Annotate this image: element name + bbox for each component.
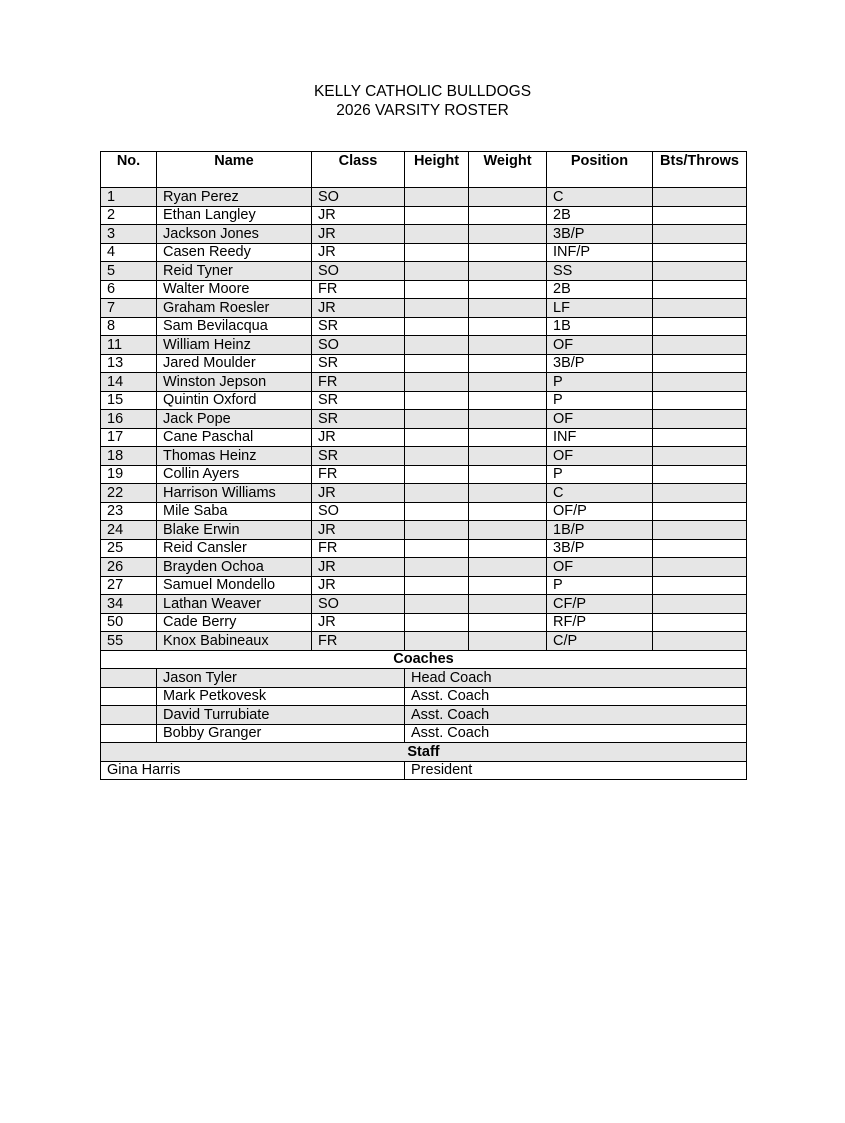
player-bts-throws xyxy=(653,447,747,466)
player-name: Brayden Ochoa xyxy=(157,558,312,577)
player-number: 34 xyxy=(101,595,157,614)
player-number: 13 xyxy=(101,354,157,373)
player-bts-throws xyxy=(653,576,747,595)
player-position: 1B/P xyxy=(547,521,653,540)
player-position: C/P xyxy=(547,632,653,651)
player-class: SO xyxy=(312,188,405,207)
player-height xyxy=(405,317,469,336)
player-position: P xyxy=(547,373,653,392)
player-row xyxy=(101,502,747,521)
player-name: Jared Moulder xyxy=(157,354,312,373)
player-weight xyxy=(469,206,547,225)
player-class: SR xyxy=(312,391,405,410)
player-number: 23 xyxy=(101,502,157,521)
player-number: 4 xyxy=(101,243,157,262)
player-weight xyxy=(469,632,547,651)
player-class: JR xyxy=(312,225,405,244)
player-height xyxy=(405,188,469,207)
player-class: SO xyxy=(312,262,405,281)
player-number: 5 xyxy=(101,262,157,281)
player-number: 55 xyxy=(101,632,157,651)
player-row xyxy=(101,521,747,540)
player-bts-throws xyxy=(653,243,747,262)
player-name: Jackson Jones xyxy=(157,225,312,244)
player-class: SO xyxy=(312,336,405,355)
player-name: Graham Roesler xyxy=(157,299,312,318)
player-row xyxy=(101,225,747,244)
player-class: SO xyxy=(312,502,405,521)
player-class: JR xyxy=(312,558,405,577)
player-number: 6 xyxy=(101,280,157,299)
col-header-no: No. xyxy=(101,152,157,188)
player-height xyxy=(405,243,469,262)
player-bts-throws xyxy=(653,188,747,207)
player-bts-throws xyxy=(653,632,747,651)
player-class: JR xyxy=(312,243,405,262)
coach-row xyxy=(101,687,747,706)
player-name: Winston Jepson xyxy=(157,373,312,392)
player-position: OF/P xyxy=(547,502,653,521)
player-height xyxy=(405,539,469,558)
player-height xyxy=(405,262,469,281)
coach-role: Asst. Coach xyxy=(405,687,747,706)
coach-name: David Turrubiate xyxy=(157,706,405,725)
player-position: CF/P xyxy=(547,595,653,614)
player-bts-throws xyxy=(653,558,747,577)
player-class: FR xyxy=(312,280,405,299)
player-weight xyxy=(469,336,547,355)
coach-name: Jason Tyler xyxy=(157,669,405,688)
player-weight xyxy=(469,299,547,318)
player-weight xyxy=(469,391,547,410)
player-bts-throws xyxy=(653,373,747,392)
player-number: 15 xyxy=(101,391,157,410)
player-bts-throws xyxy=(653,539,747,558)
roster-table xyxy=(100,151,747,780)
player-name: Collin Ayers xyxy=(157,465,312,484)
player-name: Lathan Weaver xyxy=(157,595,312,614)
coach-blank xyxy=(101,706,157,725)
player-position: 2B xyxy=(547,206,653,225)
player-height xyxy=(405,484,469,503)
player-class: FR xyxy=(312,632,405,651)
player-row xyxy=(101,391,747,410)
player-number: 7 xyxy=(101,299,157,318)
player-bts-throws xyxy=(653,484,747,503)
player-row xyxy=(101,632,747,651)
player-weight xyxy=(469,262,547,281)
player-position: OF xyxy=(547,447,653,466)
player-bts-throws xyxy=(653,410,747,429)
player-height xyxy=(405,391,469,410)
player-number: 8 xyxy=(101,317,157,336)
document-subtitle: 2026 VARSITY ROSTER xyxy=(336,102,509,119)
coach-blank xyxy=(101,669,157,688)
coach-role: Asst. Coach xyxy=(405,724,747,743)
player-name: Cane Paschal xyxy=(157,428,312,447)
player-bts-throws xyxy=(653,225,747,244)
player-number: 26 xyxy=(101,558,157,577)
player-name: Knox Babineaux xyxy=(157,632,312,651)
player-weight xyxy=(469,558,547,577)
coaches-heading: Coaches xyxy=(101,650,747,669)
player-weight xyxy=(469,373,547,392)
player-bts-throws xyxy=(653,428,747,447)
player-height xyxy=(405,206,469,225)
coach-blank xyxy=(101,687,157,706)
player-height xyxy=(405,613,469,632)
player-number: 17 xyxy=(101,428,157,447)
player-class: SR xyxy=(312,447,405,466)
player-height xyxy=(405,410,469,429)
player-weight xyxy=(469,280,547,299)
coach-name: Mark Petkovesk xyxy=(157,687,405,706)
player-number: 27 xyxy=(101,576,157,595)
player-bts-throws xyxy=(653,465,747,484)
col-header-bts-throws: Bts/Throws xyxy=(653,152,747,188)
player-weight xyxy=(469,484,547,503)
staff-heading-row xyxy=(101,743,747,762)
player-row xyxy=(101,576,747,595)
player-class: JR xyxy=(312,299,405,318)
player-row xyxy=(101,484,747,503)
player-class: SR xyxy=(312,354,405,373)
player-weight xyxy=(469,502,547,521)
player-bts-throws xyxy=(653,280,747,299)
player-height xyxy=(405,502,469,521)
player-row xyxy=(101,465,747,484)
player-bts-throws xyxy=(653,336,747,355)
player-name: Reid Cansler xyxy=(157,539,312,558)
player-row xyxy=(101,188,747,207)
player-position: P xyxy=(547,391,653,410)
player-weight xyxy=(469,410,547,429)
player-height xyxy=(405,225,469,244)
player-bts-throws xyxy=(653,317,747,336)
col-header-height: Height xyxy=(405,152,469,188)
player-weight xyxy=(469,225,547,244)
player-class: JR xyxy=(312,206,405,225)
player-class: JR xyxy=(312,613,405,632)
player-row xyxy=(101,595,747,614)
player-number: 1 xyxy=(101,188,157,207)
player-name: Reid Tyner xyxy=(157,262,312,281)
player-height xyxy=(405,465,469,484)
player-height xyxy=(405,299,469,318)
player-row xyxy=(101,428,747,447)
col-header-weight: Weight xyxy=(469,152,547,188)
player-weight xyxy=(469,447,547,466)
player-position: OF xyxy=(547,558,653,577)
player-row xyxy=(101,613,747,632)
player-name: Samuel Mondello xyxy=(157,576,312,595)
player-position: C xyxy=(547,484,653,503)
player-height xyxy=(405,373,469,392)
player-name: Blake Erwin xyxy=(157,521,312,540)
player-position: 3B/P xyxy=(547,539,653,558)
player-name: Cade Berry xyxy=(157,613,312,632)
header-row xyxy=(101,152,747,188)
player-name: Ethan Langley xyxy=(157,206,312,225)
player-bts-throws xyxy=(653,391,747,410)
player-row xyxy=(101,206,747,225)
player-position: SS xyxy=(547,262,653,281)
player-class: FR xyxy=(312,465,405,484)
player-row xyxy=(101,558,747,577)
player-bts-throws xyxy=(653,262,747,281)
player-row xyxy=(101,539,747,558)
coach-blank xyxy=(101,724,157,743)
player-class: FR xyxy=(312,539,405,558)
player-number: 11 xyxy=(101,336,157,355)
player-row xyxy=(101,354,747,373)
player-class: SR xyxy=(312,410,405,429)
staff-name: Gina Harris xyxy=(101,761,405,780)
player-number: 14 xyxy=(101,373,157,392)
player-weight xyxy=(469,595,547,614)
player-row xyxy=(101,317,747,336)
col-header-class: Class xyxy=(312,152,405,188)
player-height xyxy=(405,428,469,447)
player-number: 2 xyxy=(101,206,157,225)
player-name: Quintin Oxford xyxy=(157,391,312,410)
player-number: 19 xyxy=(101,465,157,484)
player-position: RF/P xyxy=(547,613,653,632)
player-height xyxy=(405,521,469,540)
player-bts-throws xyxy=(653,613,747,632)
player-row xyxy=(101,243,747,262)
player-number: 16 xyxy=(101,410,157,429)
player-weight xyxy=(469,428,547,447)
player-position: 2B xyxy=(547,280,653,299)
staff-role: President xyxy=(405,761,747,780)
player-position: OF xyxy=(547,410,653,429)
coach-role: Head Coach xyxy=(405,669,747,688)
player-weight xyxy=(469,317,547,336)
player-position: 3B/P xyxy=(547,225,653,244)
player-class: JR xyxy=(312,428,405,447)
player-position: C xyxy=(547,188,653,207)
player-weight xyxy=(469,465,547,484)
player-height xyxy=(405,595,469,614)
staff-row xyxy=(101,761,747,780)
player-row xyxy=(101,262,747,281)
coach-row xyxy=(101,724,747,743)
player-position: P xyxy=(547,465,653,484)
player-height xyxy=(405,632,469,651)
player-height xyxy=(405,336,469,355)
player-number: 50 xyxy=(101,613,157,632)
roster-body xyxy=(101,188,747,780)
player-weight xyxy=(469,539,547,558)
player-number: 22 xyxy=(101,484,157,503)
player-position: LF xyxy=(547,299,653,318)
player-name: Sam Bevilacqua xyxy=(157,317,312,336)
player-name: Harrison Williams xyxy=(157,484,312,503)
player-row xyxy=(101,299,747,318)
player-height xyxy=(405,447,469,466)
player-class: SR xyxy=(312,317,405,336)
staff-heading: Staff xyxy=(101,743,747,762)
player-position: 1B xyxy=(547,317,653,336)
player-class: JR xyxy=(312,521,405,540)
coach-name: Bobby Granger xyxy=(157,724,405,743)
player-height xyxy=(405,354,469,373)
player-name: Mile Saba xyxy=(157,502,312,521)
player-weight xyxy=(469,354,547,373)
player-height xyxy=(405,280,469,299)
player-row xyxy=(101,410,747,429)
player-weight xyxy=(469,613,547,632)
player-position: P xyxy=(547,576,653,595)
player-class: SO xyxy=(312,595,405,614)
player-name: Walter Moore xyxy=(157,280,312,299)
player-number: 25 xyxy=(101,539,157,558)
player-position: 3B/P xyxy=(547,354,653,373)
player-weight xyxy=(469,188,547,207)
player-height xyxy=(405,576,469,595)
player-number: 24 xyxy=(101,521,157,540)
col-header-name: Name xyxy=(157,152,312,188)
coach-row xyxy=(101,706,747,725)
player-bts-throws xyxy=(653,299,747,318)
document-title: KELLY CATHOLIC BULLDOGS xyxy=(313,83,532,100)
coaches-heading-row xyxy=(101,650,747,669)
player-name: William Heinz xyxy=(157,336,312,355)
player-bts-throws xyxy=(653,595,747,614)
player-number: 18 xyxy=(101,447,157,466)
col-header-position: Position xyxy=(547,152,653,188)
player-bts-throws xyxy=(653,502,747,521)
player-bts-throws xyxy=(653,521,747,540)
player-number: 3 xyxy=(101,225,157,244)
coach-row xyxy=(101,669,747,688)
player-weight xyxy=(469,521,547,540)
player-class: FR xyxy=(312,373,405,392)
player-name: Thomas Heinz xyxy=(157,447,312,466)
player-name: Ryan Perez xyxy=(157,188,312,207)
player-class: JR xyxy=(312,484,405,503)
player-position: INF/P xyxy=(547,243,653,262)
player-row xyxy=(101,280,747,299)
player-name: Jack Pope xyxy=(157,410,312,429)
player-row xyxy=(101,447,747,466)
player-bts-throws xyxy=(653,206,747,225)
player-position: INF xyxy=(547,428,653,447)
player-row xyxy=(101,336,747,355)
player-weight xyxy=(469,243,547,262)
player-height xyxy=(405,558,469,577)
player-bts-throws xyxy=(653,354,747,373)
coach-role: Asst. Coach xyxy=(405,706,747,725)
player-row xyxy=(101,373,747,392)
player-name: Casen Reedy xyxy=(157,243,312,262)
player-position: OF xyxy=(547,336,653,355)
player-class: JR xyxy=(312,576,405,595)
player-weight xyxy=(469,576,547,595)
